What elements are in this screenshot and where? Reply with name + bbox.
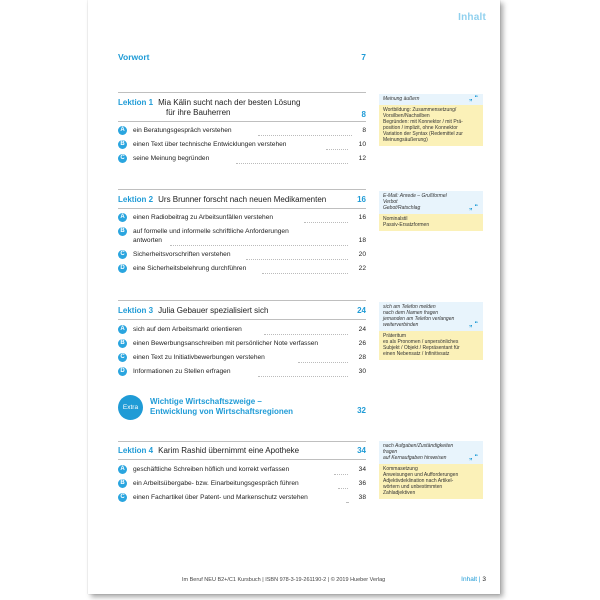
item-page: 30 <box>358 368 366 375</box>
item-page: 24 <box>358 326 366 333</box>
section-divider <box>118 300 366 301</box>
footer-imprint: Im Beruf NEU B2+/C1 Kursbuch | ISBN 978-3-19-261190-2 | © 2019 Hueber Verlag <box>182 577 386 583</box>
leader-dots <box>258 367 348 377</box>
item-page: 18 <box>358 237 366 244</box>
leader-dots <box>264 325 348 335</box>
sidebar-line: Gebot/Ratschlag <box>383 205 421 211</box>
sidebar-line: Anweisungen und Aufforderungen <box>383 472 459 478</box>
item-page: 20 <box>358 251 366 258</box>
item-page: 36 <box>358 480 366 487</box>
extra-badge: Extra <box>118 395 143 420</box>
leader-dots <box>298 353 348 363</box>
sidebar-box <box>379 191 483 231</box>
lesson-number: Lektion 4 <box>118 446 154 455</box>
item-text: Informationen zu Stellen erfragen <box>133 368 231 375</box>
extra-page: 32 <box>357 406 366 415</box>
sidebar-box <box>379 94 483 146</box>
vorwort-page: 7 <box>361 52 366 62</box>
item-text: Sicherheitsvorschriften verstehen <box>133 251 231 258</box>
section-badge: C <box>118 353 127 362</box>
section-divider <box>118 92 366 93</box>
quote-icon: „ “ <box>469 204 478 211</box>
vorwort-label: Vorwort <box>118 52 150 62</box>
section-badge: B <box>118 479 127 488</box>
lesson-number: Lektion 3 <box>118 306 154 315</box>
section-badge: D <box>118 367 127 376</box>
extra-title-line: Entwicklung von Wirtschaftsregionen <box>150 407 294 416</box>
item-text: einen Radiobeitrag zu Arbeitsunfällen verstehen <box>133 214 274 221</box>
item-text: auf formelle und informelle schriftliche Anforderungen <box>133 228 289 235</box>
quote-icon: „ “ <box>469 95 478 102</box>
lesson-title-line: Urs Brunner forscht nach neuen Medikamenten <box>158 195 327 204</box>
sidebar-line: Adjektivdeklination nach Artikel- <box>383 478 454 484</box>
section-badge: A <box>118 213 127 222</box>
sidebar-line: position / implizit, ohne Konnektor <box>383 125 458 131</box>
section-badge: A <box>118 126 127 135</box>
footer-page-indicator: Inhalt | 3 <box>461 576 486 583</box>
item-text: einen Text zu Initiativbewerbungen verstehen <box>133 354 265 361</box>
sidebar-line: Verbot <box>383 199 398 205</box>
sidebar-line: auf Kernaufgaben hinweisen <box>383 455 447 461</box>
sidebar-line: Subjekt / Objekt / Repräsentant für <box>383 345 460 351</box>
leader-dots <box>258 126 352 136</box>
lesson-title-line: Mia Kälin sucht nach der besten Lösung <box>158 98 301 107</box>
leader-dots <box>170 236 348 246</box>
sidebar-line: Nominalstil <box>383 216 408 222</box>
section-badge: B <box>118 140 127 149</box>
sidebar-box-communication <box>379 94 483 105</box>
lesson-title-line: Julia Gebauer spezialisiert sich <box>158 306 269 315</box>
item-text: sich auf dem Arbeitsmarkt orientieren <box>133 326 242 333</box>
leader-dots <box>334 465 348 475</box>
item-page: 38 <box>358 494 366 501</box>
sidebar-line: wörtern und unbestimmten <box>383 484 443 490</box>
item-page: 34 <box>358 466 366 473</box>
item-page: 10 <box>358 141 366 148</box>
section-divider <box>118 319 366 320</box>
item-page: 8 <box>362 127 366 134</box>
toc-entry-lektion-4[interactable] <box>118 446 366 456</box>
toc-entry-extra[interactable] <box>150 397 366 417</box>
item-text: einen Bewerbungsanschreiben mit persönlicher Note verfassen <box>133 340 319 347</box>
lesson-page: 8 <box>361 110 366 119</box>
sidebar-line: Begründen: mit Konnektor / mit Prä- <box>383 119 463 125</box>
item-text: ein Arbeitsübergabe- bzw. Einarbeitungsgespräch führen <box>133 480 299 487</box>
item-page: 16 <box>358 214 366 221</box>
quote-icon: „ “ <box>469 454 478 461</box>
sidebar-line: Passiv-Ersatzformen <box>383 222 430 228</box>
section-divider <box>118 121 366 122</box>
sidebar-line: Wortbildung: Zusammensetzung/ <box>383 107 457 113</box>
sidebar-box-communication <box>379 191 483 214</box>
sidebar-line: nach Aufgaben/Zuständigkeiten <box>383 443 454 449</box>
lesson-title-line: Karim Rashid übernimmt eine Apotheke <box>158 446 300 455</box>
sidebar-line: fragen <box>383 449 398 455</box>
sidebar-line: E-Mail: Anrede – Grußformel <box>383 193 447 199</box>
leader-dots <box>346 493 348 503</box>
sidebar-box <box>379 302 483 360</box>
lesson-page: 16 <box>357 195 366 204</box>
sidebar-box-grammar <box>379 105 483 146</box>
leader-dots <box>338 479 348 489</box>
item-page: 28 <box>358 354 366 361</box>
item-text: antworten <box>133 237 162 244</box>
section-divider <box>118 441 366 442</box>
sidebar-line: einen Nebensatz / Infinitivsatz <box>383 351 450 357</box>
sidebar-box-communication <box>379 302 483 331</box>
sidebar-box <box>379 441 483 499</box>
lesson-page: 34 <box>357 446 366 455</box>
section-badge: C <box>118 493 127 502</box>
sidebar-line: es als Pronomen / unpersönliches <box>383 339 459 345</box>
sidebar-box-grammar <box>379 464 483 499</box>
item-page: 22 <box>358 265 366 272</box>
leader-dots <box>326 140 348 150</box>
lesson-number: Lektion 1 <box>118 98 154 107</box>
sidebar-line: jemanden am Telefon verlangen <box>383 316 455 322</box>
item-text: eine Sicherheitsbelehrung durchführen <box>133 265 247 272</box>
page-number: 3 <box>482 576 486 583</box>
section-divider <box>118 189 366 190</box>
item-page: 26 <box>358 340 366 347</box>
toc-entry-lektion-1[interactable] <box>118 98 366 118</box>
quote-icon: „ “ <box>469 321 478 328</box>
section-badge: D <box>118 264 127 273</box>
item-text: seine Meinung begründen <box>133 155 210 162</box>
sidebar-line: Zahladjektiven <box>383 490 416 496</box>
section-divider <box>118 208 366 209</box>
lesson-number: Lektion 2 <box>118 195 154 204</box>
toc-entry-vorwort[interactable] <box>118 52 366 66</box>
footer-section: Inhalt <box>461 576 478 583</box>
item-page: 12 <box>358 155 366 162</box>
sidebar-line: Kommasetzung <box>383 466 418 472</box>
section-badge: B <box>118 227 127 236</box>
section-badge: A <box>118 325 127 334</box>
item-text: einen Text über technische Entwicklungen verstehen <box>133 141 287 148</box>
sidebar-line: Vorsilben/Nachsilben <box>383 113 430 119</box>
toc-entry-lektion-2[interactable] <box>118 195 366 205</box>
sidebar-box-grammar <box>379 331 483 360</box>
section-badge: C <box>118 154 127 163</box>
section-badge: B <box>118 339 127 348</box>
extra-title-line: Wichtige Wirtschaftszweige – <box>150 397 262 406</box>
item-text: ein Beratungsgespräch verstehen <box>133 127 232 134</box>
sidebar-box-communication <box>379 441 483 464</box>
section-badge: C <box>118 250 127 259</box>
leader-dots <box>246 250 348 260</box>
sidebar-line: Präteritum <box>383 333 407 339</box>
sidebar-box-grammar <box>379 214 483 231</box>
toc-item[interactable] <box>118 227 366 245</box>
toc-entry-lektion-3[interactable] <box>118 306 366 316</box>
leader-dots <box>236 154 348 164</box>
sidebar-line: Variation der Syntax (Redemittel zur <box>383 131 463 137</box>
leader-dots <box>262 264 348 274</box>
page-header-title: Inhalt <box>458 12 486 23</box>
section-badge: A <box>118 465 127 474</box>
toc-page <box>88 0 500 594</box>
leader-dots <box>304 213 348 223</box>
item-text: geschäftliche Schreiben höflich und korrekt verfassen <box>133 466 290 473</box>
sidebar-line: Meinung äußern <box>383 96 420 102</box>
sidebar-line: weiterverbinden <box>383 322 419 328</box>
sidebar-line: sich am Telefon melden <box>383 304 436 310</box>
sidebar-line: Meinungsäußerung) <box>383 137 428 143</box>
lesson-title-line: für ihre Bauherren <box>166 108 231 117</box>
lesson-page: 24 <box>357 306 366 315</box>
item-text: einen Fachartikel über Patent- und Markenschutz verstehen <box>133 494 308 501</box>
sidebar-line: nach dem Namen fragen <box>383 310 439 316</box>
section-divider <box>118 459 366 460</box>
